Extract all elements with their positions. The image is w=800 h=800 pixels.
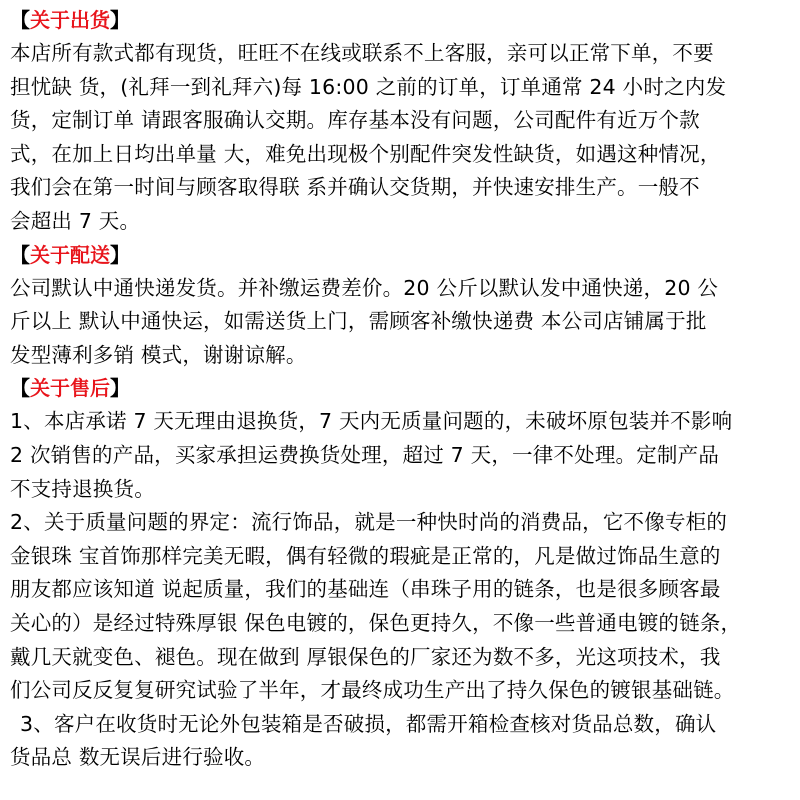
title-bracket-open: 【	[10, 376, 30, 401]
paragraph-line: 3、客户在收货时无论外包装箱是否破损，都需开箱检查核对货品总数，确认	[20, 711, 717, 736]
paragraph-line: 我们会在第一时间与顾客取得联 系并确认交货期，并快速安排生产。一般不	[10, 175, 700, 200]
title-bracket-close: 】	[110, 376, 130, 401]
title-bracket-close: 】	[110, 242, 130, 267]
paragraph-line: 会超出 7 天。	[10, 208, 141, 233]
section-title-shipping	[10, 4, 790, 37]
section-title-aftersale	[10, 372, 790, 405]
paragraph-line: 货，定制订单 请跟客服确认交期。库存基本没有问题，公司配件有近万个款	[10, 108, 700, 133]
paragraph-line: 2、关于质量问题的界定：流行饰品，就是一种快时尚的消费品，它不像专柜的	[10, 510, 728, 535]
paragraph-line: 不支持退换货。	[10, 476, 155, 501]
title-text-aftersale: 关于售后	[30, 376, 110, 401]
title-text-delivery: 关于配送	[30, 242, 110, 267]
title-text-shipping: 关于出货	[30, 8, 110, 32]
paragraph-line: 朋友都应该知道 说起质量，我们的基础连（串珠子用的链条，也是很多顾客最	[10, 577, 721, 602]
paragraph-line: 斤以上 默认中通快运，如需送货上门，需顾客补缴快递费 本公司店铺属于批	[10, 309, 707, 334]
paragraph-line: 公司默认中通快递发货。并补缴运费差价。20 公斤以默认发中通快递，20 公	[10, 275, 719, 300]
section-title-delivery	[10, 239, 790, 272]
paragraph-line: 金银珠 宝首饰那样完美无暇，偶有轻微的瑕疵是正常的，凡是做过饰品生意的	[10, 543, 721, 568]
paragraph-line: 本店所有款式都有现货，旺旺不在线或联系不上客服，亲可以正常下单，不要	[10, 41, 714, 65]
paragraph-line: 们公司反反复复研究试验了半年，才最终成功生产出了持久保色的镀银基础链。	[10, 678, 735, 703]
paragraph-line: 担忧缺 货，(礼拜一到礼拜六)每 16:00 之前的订单，订单通常 24 小时之内发	[10, 74, 727, 99]
paragraph-line: 2 次销售的产品，买家承担运费换货处理，超过 7 天，一律不处理。定制产品	[10, 442, 720, 467]
paragraph-line: 关心的）是经过特殊厚银 保色电镀的，保色更持久，不像一些普通电镀的链条，	[10, 610, 742, 635]
title-bracket-close: 】	[110, 8, 130, 32]
paragraph-line: 货品总 数无误后进行验收。	[10, 745, 266, 770]
paragraph-line: 戴几天就变色、褪色。现在做到 厚银保色的厂家还为数不多，光这项技术，我	[10, 644, 721, 669]
paragraph-line: 发型薄利多销 模式，谢谢谅解。	[10, 342, 307, 367]
title-bracket-open: 【	[10, 242, 30, 267]
paragraph-line: 1、本店承诺 7 天无理由退换货，7 天内无质量问题的，未破坏原包装并不影响	[10, 409, 733, 434]
title-bracket-open: 【	[10, 8, 30, 32]
paragraph-line: 式，在加上日均出单量 大，难免出现极个别配件突发性缺货，如遇这种情况，	[10, 141, 721, 166]
